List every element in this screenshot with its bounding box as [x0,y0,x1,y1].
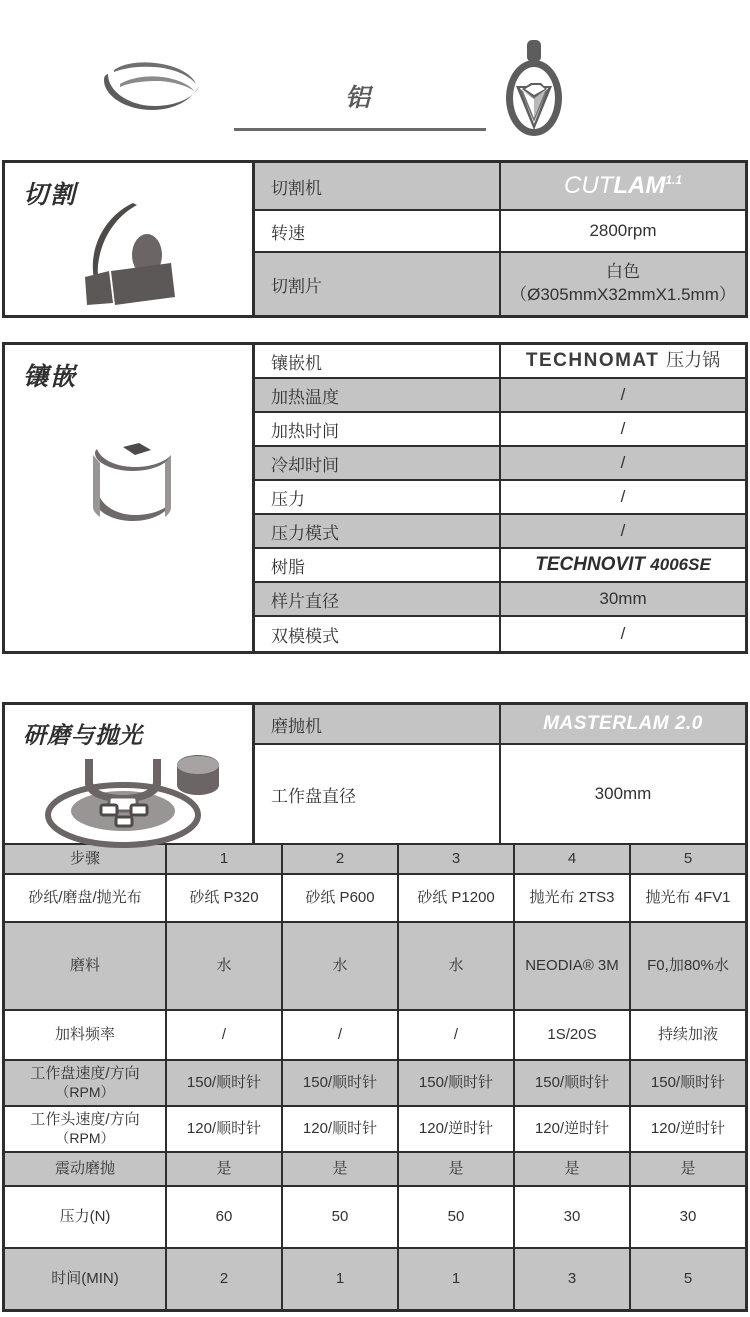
blade-color: 白色 [606,262,640,282]
row-label-main: 工作头速度/方向 [30,1110,140,1128]
title-underline [234,128,486,131]
polishing-machine-icon [5,747,252,862]
polishing-disc-icon [100,60,205,120]
row-cell: 是 [165,1153,281,1185]
row-value [501,549,745,581]
technovit-grade: 4006SE [650,555,711,575]
section-gap [0,318,750,342]
row-key: 双模模式 [255,617,501,651]
row-cell: 30 [513,1187,629,1247]
section-title-grinding-polishing: 研磨与抛光 [23,722,143,748]
row-cell: 水 [281,923,397,1009]
steps-header-label: 步骤 [5,845,165,873]
diamond-bottle-icon [500,38,568,138]
row-value: / [620,520,626,540]
row-key: 切割机 [255,163,501,209]
row-key: 工作盘直径 [255,745,501,843]
table-row [255,211,745,253]
table-row [255,745,745,843]
table-row [255,447,745,481]
row-label: 压力(N) [5,1187,165,1247]
row-cell: 砂纸 P320 [165,875,281,921]
row-value: / [620,623,626,643]
row-label: 加料频率 [5,1011,165,1059]
row-cell: 1 [281,1249,397,1309]
table-row [255,515,745,549]
row-label: 震动磨抛 [5,1153,165,1185]
row-value: / [620,418,626,438]
table-row [255,253,745,315]
step-number: 2 [281,845,397,873]
grinding-rows [255,705,745,843]
row-cell: 120/顺时针 [165,1107,281,1151]
table-row [255,481,745,515]
cutting-rows [255,163,745,315]
row-value: / [620,486,626,506]
table-row [5,873,745,921]
row-cell: 150/顺时针 [165,1061,281,1105]
table-row [5,1151,745,1185]
row-cell: 150/顺时针 [629,1061,745,1105]
technovit-brand: TECHNOVIT [535,554,645,576]
row-cell: 50 [397,1187,513,1247]
row-cell: 抛光布 4FV1 [629,875,745,921]
row-key: 树脂 [255,549,501,581]
table-row [255,163,745,211]
row-label: 砂纸/磨盘/抛光布 [5,875,165,921]
row-cell: NEODIA® 3M [513,923,629,1009]
row-value: / [620,452,626,472]
section-title-cutting: 切割 [23,181,78,209]
section-cutting [2,160,748,318]
row-label: 磨料 [5,923,165,1009]
row-key: 加热温度 [255,379,501,411]
row-cell: 是 [397,1153,513,1185]
page-header [0,0,750,160]
row-cell: / [281,1011,397,1059]
row-cell: 120/逆时针 [397,1107,513,1151]
row-cell: 120/逆时针 [513,1107,629,1151]
mounted-puck-icon [5,433,252,558]
row-cell: 水 [397,923,513,1009]
row-cell: 5 [629,1249,745,1309]
row-cell: 水 [165,923,281,1009]
row-value [501,705,745,743]
row-cell: 砂纸 P1200 [397,875,513,921]
technomat-logo [526,348,720,374]
table-row [255,705,745,745]
row-value: 30mm [599,588,647,608]
row-cell: 120/顺时针 [281,1107,397,1151]
mounting-rows [255,345,745,651]
table-row [255,413,745,447]
cutting-blade-icon [5,193,252,318]
blade-dimensions: （Ø305mmX32mmX1.5mm） [510,285,736,304]
row-key: 磨抛机 [255,705,501,743]
row-label-unit: （RPM） [55,1129,115,1146]
mounting-icon-column [5,345,255,651]
row-cell: 是 [513,1153,629,1185]
row-cell: / [165,1011,281,1059]
technomat-suffix: 压力锅 [666,350,721,371]
row-cell: 150/顺时针 [513,1061,629,1105]
row-cell: / [397,1011,513,1059]
row-key: 加热时间 [255,413,501,445]
row-cell: 砂纸 P600 [281,875,397,921]
table-row [255,549,745,583]
row-cell: 1 [397,1249,513,1309]
row-cell: F0,加80%水 [629,923,745,1009]
table-row [5,1105,745,1151]
step-number: 1 [165,845,281,873]
technovit-logo [535,552,711,578]
cutting-icon-column [5,163,255,315]
row-label-main: 工作盘速度/方向 [30,1064,140,1082]
row-cell: 150/顺时针 [397,1061,513,1105]
row-cell: 持续加液 [629,1011,745,1059]
row-label-unit: （RPM） [55,1083,115,1100]
row-key: 切割片 [255,253,501,315]
table-row [5,1059,745,1105]
row-cell: 3 [513,1249,629,1309]
table-row [255,379,745,413]
section-title-mounting: 镶嵌 [23,363,78,391]
step-number: 4 [513,845,629,873]
row-key: 压力模式 [255,515,501,547]
row-label: 时间(MIN) [5,1249,165,1309]
row-value [501,345,745,377]
table-row [5,1247,745,1309]
step-number: 3 [397,845,513,873]
row-label [5,1061,165,1105]
row-key: 镶嵌机 [255,345,501,377]
section-gap [0,654,750,702]
row-value: 300mm [594,783,652,803]
row-cell: 是 [281,1153,397,1185]
row-label [5,1107,165,1151]
table-row [255,583,745,617]
row-cell: 50 [281,1187,397,1247]
row-cell: 1S/20S [513,1011,629,1059]
row-value: / [620,384,626,404]
step-number: 5 [629,845,745,873]
masterlam-logo: MASTERLAM 2.0 [543,713,703,735]
table-row [5,1185,745,1247]
section-grinding-polishing [2,702,748,843]
row-key: 样片直径 [255,583,501,615]
table-row [255,345,745,379]
row-key: 冷却时间 [255,447,501,479]
row-value [501,163,745,209]
section-mounting [2,342,748,654]
table-row [5,1009,745,1059]
table-row [5,921,745,1009]
row-cell: 2 [165,1249,281,1309]
row-cell: 150/顺时针 [281,1061,397,1105]
grinding-icon-column [5,705,255,843]
page-title: 铝 [344,84,371,112]
steps-table [2,843,748,1312]
row-cell: 是 [629,1153,745,1185]
technomat-brand: TECHNOMAT [525,350,660,372]
row-cell: 120/逆时针 [629,1107,745,1151]
table-row [255,617,745,651]
row-cell: 30 [629,1187,745,1247]
row-key: 转速 [255,211,501,251]
cutlam-logo: $CUTLAM^{1.1}$ [564,171,682,199]
row-cell: 抛光布 2TS3 [513,875,629,921]
row-key: 压力 [255,481,501,513]
row-value: 2800rpm [589,220,657,240]
row-value [501,253,745,315]
row-cell: 60 [165,1187,281,1247]
